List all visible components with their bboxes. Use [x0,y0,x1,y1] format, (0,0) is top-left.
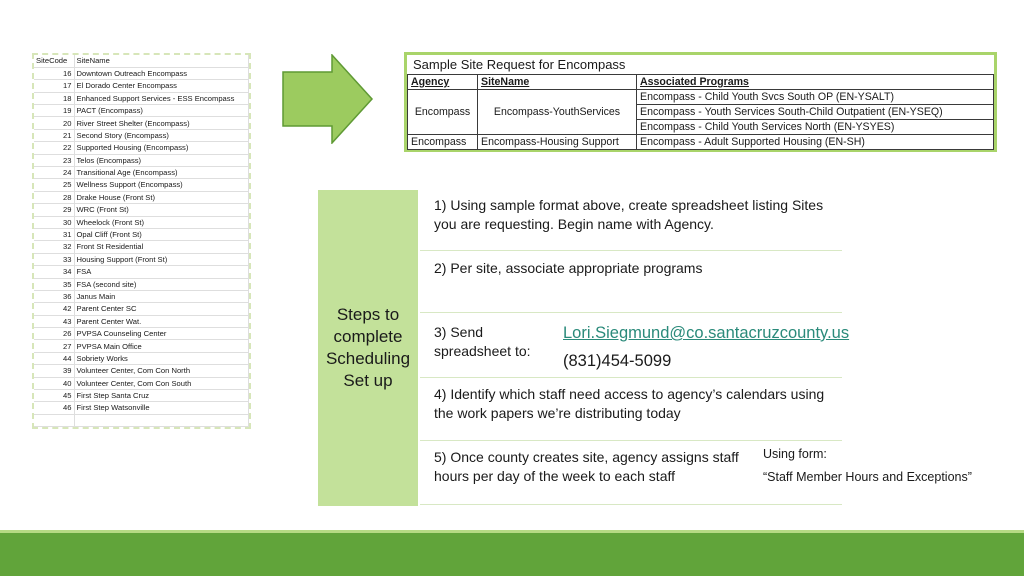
site-name-cell: WRC (Front St) [74,204,249,216]
table-row [408,135,994,150]
table-row [34,191,249,203]
table-row [34,365,249,377]
site-code-cell: 28 [34,191,74,203]
site-code-cell: 36 [34,290,74,302]
site-name-cell: Front St Residential [74,241,249,253]
table-row [34,352,249,364]
site-name-cell: Volunteer Center, Com Con South [74,377,249,389]
site-code-cell: 45 [34,390,74,402]
table-row [34,80,249,92]
site-code-cell: 20 [34,117,74,129]
step-2: 2) Per site, associate appropriate programs [434,260,703,276]
table-row [34,390,249,402]
site-code-cell: 40 [34,377,74,389]
table-row [34,129,249,141]
site-code-cell: 18 [34,92,74,104]
program-cell: Encompass - Child Youth Svcs South OP (EN-YSALT) [637,90,994,105]
site-name-cell: Parent Center SC [74,303,249,315]
site-code-cell: 42 [34,303,74,315]
site-table [34,55,249,427]
form-name: “Staff Member Hours and Exceptions” [763,470,972,484]
site-name-cell: First Step Santa Cruz [74,390,249,402]
site-name-cell: Wheelock (Front St) [74,216,249,228]
step-4: 4) Identify which staff need access to agency’s calendars using the work papers we’re distributing today [434,386,825,421]
table-row [34,105,249,117]
site-code-cell: 34 [34,266,74,278]
site-code-cell: 23 [34,154,74,166]
programs-header: Associated Programs [637,75,994,90]
site-name-cell: Telos (Encompass) [74,154,249,166]
table-row [34,216,249,228]
table-row [34,228,249,240]
sample-header-row [408,75,994,90]
sitename-cell: Encompass-Housing Support [478,135,637,150]
divider [420,312,842,313]
site-code-cell: 21 [34,129,74,141]
agency-cell: Encompass [408,90,478,135]
phone-number: (831)454-5099 [563,352,672,370]
site-name-cell: Sobriety Works [74,352,249,364]
site-name-cell: PVPSA Counseling Center [74,328,249,340]
site-code-cell: 35 [34,278,74,290]
site-name-cell: Volunteer Center, Com Con North [74,365,249,377]
site-code-cell: 31 [34,228,74,240]
site-name-cell: Wellness Support (Encompass) [74,179,249,191]
site-name-cell: Transitional Age (Encompass) [74,167,249,179]
site-name-cell: Downtown Outreach Encompass [74,67,249,79]
site-name-cell: PVPSA Main Office [74,340,249,352]
table-row [34,154,249,166]
steps-label-text: Steps to complete Scheduling Set up [325,305,411,390]
sitename-header: SiteName [74,55,249,67]
step-3: 3) Send spreadsheet to: [434,324,531,359]
site-table-header [34,55,249,67]
table-row [34,117,249,129]
site-code-cell: 24 [34,167,74,179]
table-row [34,266,249,278]
table-row [34,402,249,414]
site-name-cell: Second Story (Encompass) [74,129,249,141]
sample-table [407,74,994,150]
table-row [34,142,249,154]
site-code-cell: 17 [34,80,74,92]
table-row [34,67,249,79]
table-row [34,278,249,290]
site-name-cell: El Dorado Center Encompass [74,80,249,92]
divider [420,504,842,505]
table-row [34,290,249,302]
steps-label [318,190,418,506]
divider [420,377,842,378]
table-row [34,414,249,426]
site-code-cell [34,414,74,426]
site-code-cell: 26 [34,328,74,340]
site-name-cell: FSA [74,266,249,278]
site-code-cell: 39 [34,365,74,377]
site-code-cell: 25 [34,179,74,191]
program-cell: Encompass - Youth Services South-Child Outpatient (EN-YSEQ) [637,105,994,120]
table-row [34,377,249,389]
table-row [34,92,249,104]
table-row [408,90,994,105]
right-arrow-icon [282,54,374,144]
sitename-cell: Encompass-YouthServices [478,90,637,135]
footer-bar [0,533,1024,576]
site-code-cell: 44 [34,352,74,364]
site-name-cell: Parent Center Wat. [74,315,249,327]
site-code-cell: 16 [34,67,74,79]
email-link[interactable]: Lori.Siegmund@co.santacruzcounty.us [563,324,850,342]
site-name-cell: First Step Watsonville [74,402,249,414]
site-code-cell: 30 [34,216,74,228]
site-code-cell: 46 [34,402,74,414]
table-row [34,328,249,340]
program-cell: Encompass - Adult Supported Housing (EN-SH) [637,135,994,150]
site-name-cell: River Street Shelter (Encompass) [74,117,249,129]
site-name-cell: Enhanced Support Services - ESS Encompass [74,92,249,104]
table-row [34,340,249,352]
sample-request-table [404,52,997,152]
using-form-label: Using form: [763,447,827,461]
site-name-cell: Opal Cliff (Front St) [74,228,249,240]
site-name-cell: Drake House (Front St) [74,191,249,203]
site-code-cell: 29 [34,204,74,216]
sitecode-header: SiteCode [34,55,74,67]
site-code-cell: 33 [34,253,74,265]
table-row [34,303,249,315]
site-name-cell: Janus Main [74,290,249,302]
agency-cell: Encompass [408,135,478,150]
site-code-cell: 43 [34,315,74,327]
table-row [34,167,249,179]
site-name-cell: Supported Housing (Encompass) [74,142,249,154]
site-code-cell: 27 [34,340,74,352]
site-name-cell: Housing Support (Front St) [74,253,249,265]
site-code-cell: 32 [34,241,74,253]
divider [420,250,842,251]
divider [420,440,842,441]
step-5: 5) Once county creates site, agency assigns staff hours per day of the week to each staff [434,449,739,484]
sitename-header: SiteName [478,75,637,90]
agency-header: Agency [408,75,478,90]
table-row [34,179,249,191]
site-name-cell: PACT (Encompass) [74,105,249,117]
table-row [34,315,249,327]
program-cell: Encompass - Child Youth Services North (EN-YSYES) [637,120,994,135]
site-code-cell: 22 [34,142,74,154]
site-name-cell [74,414,249,426]
table-row [34,253,249,265]
table-row [34,204,249,216]
table-row [34,241,249,253]
site-code-cell: 19 [34,105,74,117]
site-name-cell: FSA (second site) [74,278,249,290]
step-1: 1) Using sample format above, create spreadsheet listing Sites you are requesting. Begin name with Agency. [434,197,824,232]
sample-title: Sample Site Request for Encompass [413,57,626,72]
site-code-table [32,53,251,429]
